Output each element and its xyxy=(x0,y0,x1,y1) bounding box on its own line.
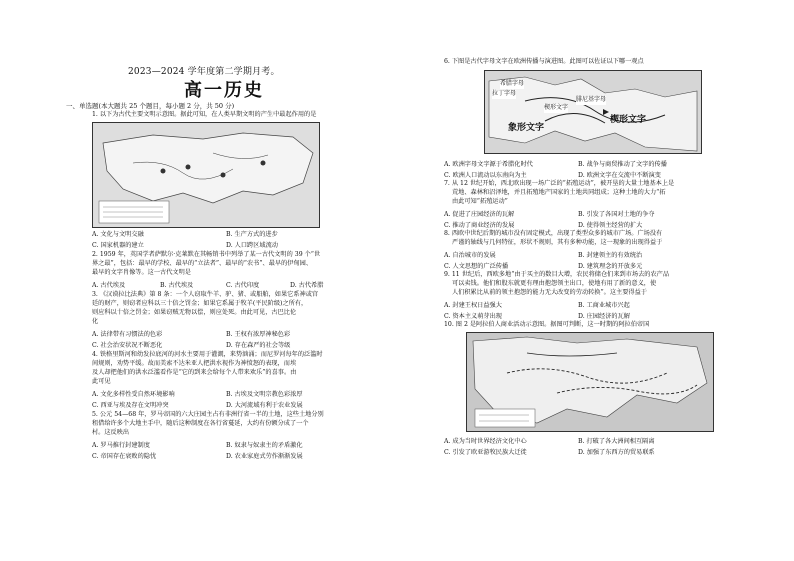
q8-option-d[interactable]: D. 建筑理念的开放多元 xyxy=(578,263,643,270)
q2-line-2: 界之最”，包括：最早的学校、最早的“立法者”、最早的“农书”、最早的伊甸园、 xyxy=(92,260,313,267)
q7-option-a[interactable]: A. 促进了庄园经济的瓦解 xyxy=(444,211,515,218)
q1-stem: 1. 以下为古代主要文明示意图。据此可知，在人类早期文明的产生中最起作用的是 xyxy=(92,111,317,118)
q7-line-2: 荒地、森林和沼泽地，并且拓殖地产国家的土地共同组成；这种土地的大力“拓 xyxy=(452,189,666,196)
q3-option-a[interactable]: A. 法律带有习惯法的色彩 xyxy=(92,331,163,338)
q1-map xyxy=(92,122,320,228)
q5-line-3: 村。这反映出 xyxy=(92,429,130,436)
q4-option-d[interactable]: D. 大河流域有利于农业发展 xyxy=(226,402,303,409)
q4-option-a[interactable]: A. 文化多样性受自然环境影响 xyxy=(92,391,175,398)
q2-option-d[interactable]: D. 古代希腊 xyxy=(290,282,324,289)
q8-option-a[interactable]: A. 自治城市的发展 xyxy=(444,252,496,259)
q1-option-a[interactable]: A. 文化与文明交融 xyxy=(92,231,144,238)
exam-year-title: 2023—2024 学年度第二学期月考。 xyxy=(128,67,280,77)
q1-option-b[interactable]: B. 生产方式的进步 xyxy=(226,231,278,238)
q7-line-1: 7. 从 12 世纪开始，西北欧出现一场广泛的“拓殖运动”，被开垦的大量土地基本上是 xyxy=(444,180,675,187)
q5-line-1: 5. 公元 54—68 年，罗马帝国的六大庄园主占有非洲行省一半的土地，这些土地分别 xyxy=(92,411,324,418)
q2-line-1: 2. 1959 年，英国学者萨默尔·克莱默在其畅销书中列举了某一古代文明的 39 个“世 xyxy=(92,251,321,258)
map-label-greek: 希腊字母 xyxy=(500,80,525,87)
q2-line-3: 最早的文字肖像等。这一古代文明是 xyxy=(92,269,191,276)
q6-option-c[interactable]: C. 欧洲人口流动以东南向为主 xyxy=(444,172,527,179)
q3-line-3: 则应科以十倍之罚金；如果窃贼无物以偿，则应处死。由此可见，古巴比伦 xyxy=(92,309,297,316)
q6-stem: 6. 下图是古代字母文字在欧洲传播与演进图。此图可以佐证以下哪一观点 xyxy=(444,58,644,65)
q9-option-d[interactable]: D. 庄园经济的瓦解 xyxy=(578,313,630,320)
map-label-cuneiform-2: 楔形文字 xyxy=(610,115,647,125)
q4-line-4: 此可见 xyxy=(92,378,111,385)
arab-trade-map-image xyxy=(467,333,713,431)
q4-option-b[interactable]: B. 古埃及文明宗教色彩浓厚 xyxy=(226,391,303,398)
q2-option-a[interactable]: A. 古代埃及 xyxy=(92,282,126,289)
q4-option-c[interactable]: C. 西亚与埃及存在文明冲突 xyxy=(92,402,169,409)
q10-stem: 10. 图 2 是阿拉伯人商业活动示意图。据图可判断，这一时期的阿拉伯帝国 xyxy=(444,321,650,328)
q7-option-b[interactable]: B. 引发了各国对土地的争夺 xyxy=(578,211,655,218)
q9-line-1: 9. 11 世纪后，西欧多地“由于买主的数目大增，农民将储仓们来到市场去的农产品 xyxy=(444,271,670,278)
q10-option-c[interactable]: C. 引发了欧亚游牧民族大迁徙 xyxy=(444,449,527,456)
q2-option-c[interactable]: C. 古代印度 xyxy=(226,282,260,289)
q3-option-c[interactable]: C. 社会治安状况不断恶化 xyxy=(92,342,163,349)
q4-line-3: 及人却把他们的洪水泛滥看作是“它的到来会给每个人带来欢乐”的喜事。由 xyxy=(92,369,297,376)
map-label-hieroglyph: 象形文字 xyxy=(508,123,545,133)
map-label-latin: 拉丁字母 xyxy=(492,90,517,97)
q5-line-2: 租借给许多个大地主手中，随后这种制度在各行省蔓延，大约有份额分成了一个 xyxy=(92,420,309,427)
q8-line-2: 严谨的轴线与几何特征，形状不规则，其有多种功能，这一现象的出现得益于 xyxy=(452,239,663,246)
q3-option-b[interactable]: B. 王权有浓厚神秘色彩 xyxy=(226,331,291,338)
q6-option-d[interactable]: D. 欧洲文字在交流中不断演变 xyxy=(578,172,661,179)
q9-option-b[interactable]: B. 工商业城市兴起 xyxy=(578,302,630,309)
q5-option-d[interactable]: D. 农业家庭式劳作渐渐发展 xyxy=(226,453,303,460)
q4-line-1: 4. 铁格里斯河和幼发拉底河的河水主要用于灌溉，来势汹涌；而尼罗河每年的泛滥时 xyxy=(92,351,323,358)
q1-option-d[interactable]: D. 人口跨区域流动 xyxy=(226,242,278,249)
q5-option-c[interactable]: C. 帝国存在衰败的隐忧 xyxy=(92,453,157,460)
q6-option-a[interactable]: A. 欧洲字母文字源于希腊化时代 xyxy=(444,161,533,168)
q9-option-c[interactable]: C. 资本主义萌芽出现 xyxy=(444,313,502,320)
q10-map xyxy=(466,332,714,432)
q9-option-a[interactable]: A. 封建王权日益强大 xyxy=(444,302,502,309)
q9-line-3: 人们积累比从前的领主抱怨的能力无大改变的劳动转换”。这主要得益于 xyxy=(452,289,647,296)
q7-option-c[interactable]: C. 推动了商业经济的发展 xyxy=(444,222,515,229)
q5-option-a[interactable]: A. 罗马推行封建制度 xyxy=(92,442,150,449)
q3-line-4: 化 xyxy=(92,318,99,325)
q1-option-c[interactable]: C. 国家机器的建立 xyxy=(92,242,144,249)
civilization-map-image xyxy=(93,123,319,227)
section-heading: 一、单选题(本大题共 25 个题目，每小题 2 分，共 50 分) xyxy=(66,102,235,110)
q3-line-1: 3. 《汉谟拉比法典》第 8 条：一个人窃取牛羊、驴、猪、或船舶，如果它系神或宫 xyxy=(92,291,319,298)
q10-option-b[interactable]: B. 打破了各大洲间相互隔离 xyxy=(578,438,655,445)
q2-option-b[interactable]: B. 古代埃及 xyxy=(160,282,194,289)
q10-option-d[interactable]: D. 加强了东西方的贸易联系 xyxy=(578,449,655,456)
q3-line-2: 廷的财产，则窃者应科以三十倍之罚金；如果它系属于牧羊(平民阶级)之所有， xyxy=(92,300,308,307)
q8-option-b[interactable]: B. 封建领主的有效统治 xyxy=(578,252,643,259)
map-label-cuneiform-1: 楔形文字 xyxy=(544,104,569,111)
q4-line-2: 间规则，劝势平缓。故而美索不达米亚人把洪水视作为神愤怒的表现，而埃 xyxy=(92,360,297,367)
q10-option-a[interactable]: A. 成为当时世界经济文化中心 xyxy=(444,438,527,445)
q8-line-1: 8. 西欧中世纪后期的城市没有固定模式，出现了类型众多的城市广场。广场没有 xyxy=(444,230,663,237)
exam-subject-title: 高一历史 xyxy=(184,80,264,101)
q3-option-d[interactable]: D. 存在森严的社会等级 xyxy=(226,342,291,349)
q9-line-2: 可以卖钱。他们和股东就更有理由抱怨领主出口，使地有用了新的意义，使 xyxy=(452,280,657,287)
q6-option-b[interactable]: B. 战争与商贸推动了文字的传播 xyxy=(578,161,667,168)
map-label-phoenician: 腓尼基字母 xyxy=(576,96,607,103)
q8-option-c[interactable]: C. 人文思想的广泛传播 xyxy=(444,263,509,270)
q5-option-b[interactable]: B. 奴隶与奴隶主的矛盾激化 xyxy=(226,442,303,449)
q7-line-3: 由此可知“拓殖运动” xyxy=(452,198,508,205)
q7-option-d[interactable]: D. 使得领主经营的扩大 xyxy=(578,222,643,229)
